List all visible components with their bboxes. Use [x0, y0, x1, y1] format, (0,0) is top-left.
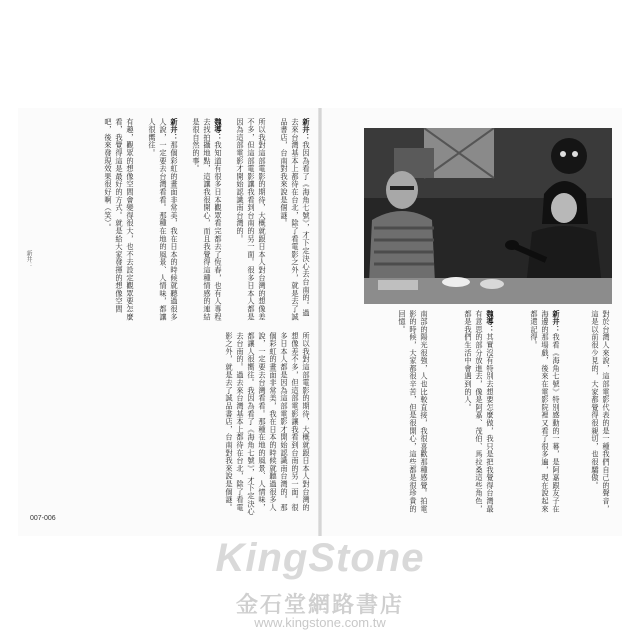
column-text: 所以我對這部電影的期待，大概就跟日本人對台灣的想像差不多，但這部電影讓我看到台南的另一面。很多日本人都是因為這部電影才開始認識南台灣的。 [280, 332, 311, 512]
speaker-label: 魏導： [486, 310, 495, 334]
text-column [228, 118, 268, 324]
text-column [568, 310, 612, 518]
column-text: 那個彩虹的畫面非常美，我在日本的時候就聽過很多人說，一定要去台灣看看。那種在地的風景、人情味，都讓人很嚮往。 [148, 118, 179, 321]
column-text: 我知道有很多日本觀眾看完都去了恆春，也有人專程去找拍攝地點，這讓我很開心，而且我覺得這種情感的連結是很自然的事。 [192, 118, 223, 321]
book-gutter [318, 108, 322, 536]
column-text: 有趣，觀眾的想像空間會變得很大，也不去設定觀眾要怎麼看，我覺得這是最好的方式。就是給大家發揮的想像空間吧，後來發現效果很好啊（笑）。 [104, 118, 135, 321]
right-page [328, 118, 612, 518]
page-number: 007-006 [30, 515, 56, 522]
text-column [184, 118, 224, 324]
column-text: 我看《海角七號》特別感動的一幕，是阿嘉跟友子在海邊的那場戲，後來在電影院裡又看了很多遍，現在說起來都還記得。 [530, 310, 561, 513]
text-column [436, 310, 496, 518]
text-column [502, 310, 562, 518]
text-column [140, 118, 180, 324]
column-text: 其實沒有特別去想要怎麼做，我只是把我覺得台灣最有意思的部分放進去，像是阿嘉、茂伯、馬拉桑這些角色，都是我們生活中會遇到的人。 [464, 310, 495, 513]
column-text: 我因為看了《海角七號》，才下定決心去台南的。過去來台灣基本上都待在台北，除了看電影之外，就是去了誠品書店，台南對我來說是個謎。 [280, 118, 311, 321]
watermark-url: www.kingstone.com.tw [254, 615, 386, 630]
text-column [76, 118, 136, 324]
text-column [272, 118, 312, 324]
text-column-lower [62, 332, 312, 518]
column-text: 我因為看了《海角七號》，才下定決心去台南的。過去來台灣基本上都待在台北，除了看電影之外，就是去了誠品書店，台南對我來說是個謎。 [225, 332, 256, 516]
column-text: 南部的陽光很強，人也比較直接，我很喜歡那種感覺。拍電影的時候，大家都很辛苦，但是很開心，這些都是很珍貴的回憶。 [398, 310, 429, 513]
running-header-text: 新井： [25, 250, 32, 268]
column-text: 所以我對這部電影的期待，大概就跟日本人對台灣的想像差不多，但這部電影讓我看到台南的另一面。很多日本人都是因為這部電影才開始認識南台灣的。 [236, 118, 267, 321]
speaker-label: 魏導： [214, 118, 223, 142]
speaker-label: 新井： [302, 118, 311, 142]
column-text: 那個彩虹的畫面非常美，我在日本的時候就聽過很多人說，一定要去台灣看看。那種在地的風景、人情味，都讓人很嚮往。 [247, 332, 289, 512]
running-header-left [24, 250, 33, 268]
speaker-label: 新井： [170, 118, 179, 142]
text-column [330, 310, 430, 518]
left-page [30, 118, 312, 518]
speaker-label: 新井： [552, 310, 561, 334]
column-text: 對於台灣人來說，這部電影代表的是一種我們自己的聲音，這是以前很少見的，大家都覺得很親切，也很驕傲。 [591, 310, 611, 513]
watermark-logo: KingStone [215, 536, 425, 580]
watermark-subtitle: 金石堂網路書店 [235, 593, 404, 618]
